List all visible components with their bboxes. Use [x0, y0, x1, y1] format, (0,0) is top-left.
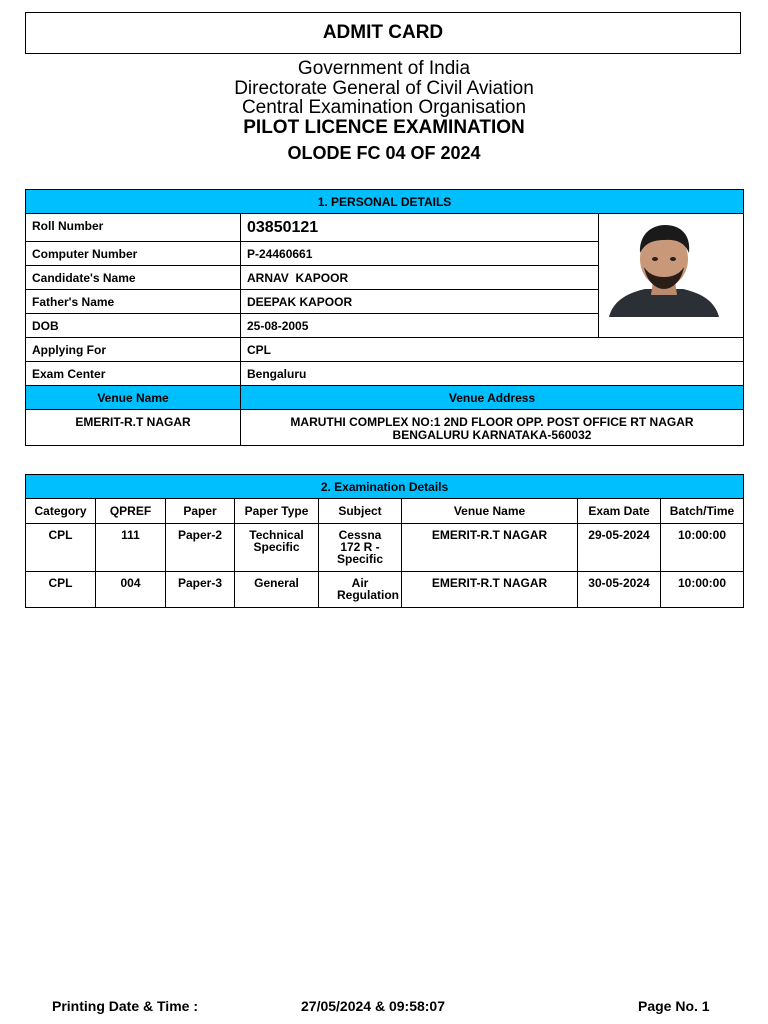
- col-batch-time: Batch/Time: [661, 499, 744, 524]
- exam-section-header: 2. Examination Details: [26, 475, 744, 499]
- page-number: Page No. 1: [638, 998, 710, 1014]
- row-venue: EMERIT-R.T NAGAR: [402, 524, 578, 572]
- photo-cell: [599, 214, 744, 338]
- col-subject: Subject: [319, 499, 402, 524]
- candidate-name-label: Candidate's Name: [26, 266, 241, 290]
- row-category: CPL: [26, 572, 96, 608]
- examination-details-table: [25, 474, 744, 608]
- col-venue-name: Venue Name: [402, 499, 578, 524]
- venue-name-value: EMERIT-R.T NAGAR: [26, 410, 241, 446]
- org-government: Government of India: [297, 58, 471, 79]
- row-subject: Air Regulation: [319, 572, 402, 608]
- row-time: 10:00:00: [661, 572, 744, 608]
- row-paper-type: Technical Specific: [235, 524, 319, 572]
- table-row: [26, 572, 744, 608]
- dob-label: DOB: [26, 314, 241, 338]
- person-photo-icon: [605, 223, 723, 317]
- table-row: [26, 524, 744, 572]
- exam-center-label: Exam Center: [26, 362, 241, 386]
- venue-address-line2: BENGALURU KARNATAKA-560032: [392, 428, 592, 442]
- row-paper-type: General: [235, 572, 319, 608]
- venue-name-header: Venue Name: [26, 386, 241, 410]
- venue-address-header: Venue Address: [241, 386, 744, 410]
- row-paper: Paper-3: [166, 572, 235, 608]
- col-paper: Paper: [166, 499, 235, 524]
- applying-for-value: CPL: [241, 338, 744, 362]
- admit-card-title: ADMIT CARD: [25, 12, 741, 54]
- father-name-label: Father's Name: [26, 290, 241, 314]
- dob-value: 25-08-2005: [241, 314, 599, 338]
- father-name-value: DEEPAK KAPOOR: [241, 290, 599, 314]
- computer-number-value: P-24460661: [241, 242, 599, 266]
- row-qpref: 111: [96, 524, 166, 572]
- row-paper: Paper-2: [166, 524, 235, 572]
- personal-section-header: 1. PERSONAL DETAILS: [26, 190, 744, 214]
- row-qpref: 004: [96, 572, 166, 608]
- col-paper-type: Paper Type: [235, 499, 319, 524]
- col-exam-date: Exam Date: [578, 499, 661, 524]
- printing-value: 27/05/2024 & 09:58:07: [301, 998, 445, 1014]
- row-date: 29-05-2024: [578, 524, 661, 572]
- candidate-name-value: ARNAV KAPOOR: [241, 266, 599, 290]
- roll-number-label: Roll Number: [26, 214, 241, 242]
- applying-for-label: Applying For: [26, 338, 241, 362]
- org-ceo: Central Examination Organisation: [241, 97, 527, 118]
- org-directorate: Directorate General of Civil Aviation: [234, 78, 534, 99]
- col-qpref: QPREF: [96, 499, 166, 524]
- row-venue: EMERIT-R.T NAGAR: [402, 572, 578, 608]
- col-category: Category: [26, 499, 96, 524]
- computer-number-label: Computer Number: [26, 242, 241, 266]
- printing-label: Printing Date & Time :: [52, 998, 198, 1014]
- candidate-photo: [605, 223, 723, 317]
- exam-code: OLODE FC 04 OF 2024: [287, 143, 481, 163]
- row-time: 10:00:00: [661, 524, 744, 572]
- personal-details-table: [25, 189, 744, 446]
- row-subject: Cessna 172 R - Specific: [319, 524, 402, 572]
- row-category: CPL: [26, 524, 96, 572]
- venue-address-value: [241, 410, 744, 446]
- venue-address-line1: MARUTHI COMPLEX NO:1 2ND FLOOR OPP. POST OFFICE RT NAGAR: [290, 415, 694, 429]
- exam-title: PILOT LICENCE EXAMINATION: [243, 117, 525, 138]
- row-date: 30-05-2024: [578, 572, 661, 608]
- exam-center-value: Bengaluru: [241, 362, 744, 386]
- roll-number-value: 03850121: [241, 214, 599, 242]
